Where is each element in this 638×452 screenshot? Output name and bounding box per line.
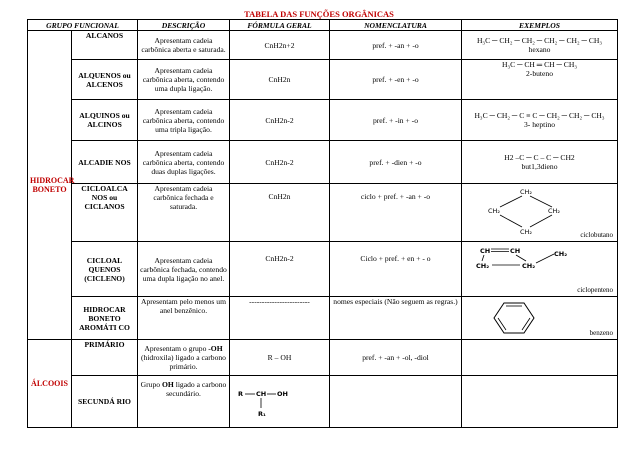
secondary-alcohol-structure — [236, 382, 298, 422]
atom-label: CH₂ — [520, 188, 533, 196]
function-name: SECUNDÁ RIO — [72, 376, 138, 428]
nomenclature-cell: nomes especiais (Não seguem as regras.) — [330, 297, 462, 340]
example-name: hexano — [528, 45, 551, 54]
example-formula: H₃C ─ CH ═ CH ─ CH₃ — [501, 60, 578, 69]
example-cell — [462, 242, 618, 297]
description-cell: Apresentam cadeia carbônica aberta, contendo duas duplas ligações. — [138, 141, 230, 184]
table-row — [28, 31, 618, 60]
function-name: HIDROCAR BONETO AROMÁTI CO — [72, 297, 138, 340]
nomenclature-cell: pref. + -dien + -o — [330, 141, 462, 184]
example-cell — [462, 297, 618, 340]
bond-line — [530, 196, 552, 207]
atom-label: CH₂ — [476, 262, 490, 270]
example-cell — [462, 31, 618, 60]
description-cell: Apresentam cadeia carbônica fechada e saturada. — [138, 184, 230, 242]
formula-cell: CnH2n-2 — [230, 242, 330, 297]
page-title: TABELA DAS FUNÇÕES ORGÂNICAS — [244, 9, 394, 19]
example-cell — [462, 340, 618, 376]
example-cell — [462, 141, 618, 184]
header-row — [28, 20, 618, 31]
functional-group-text: -OH — [208, 344, 223, 353]
function-name: ALCADIE NOS — [72, 141, 138, 184]
nomenclature-cell: pref. + -en + -o — [330, 60, 462, 100]
example-cell — [462, 376, 618, 428]
formula-cell: R – OH — [230, 340, 330, 376]
example-formula: H₃C ─ CH₂ ─ CH₂ ─ CH₂ ─ CH₂ ─ CH₃ — [476, 36, 603, 45]
function-name: ALQUENOS ou ALCENOS — [72, 60, 138, 100]
description-cell: Apresentam cadeia carbônica aberta, contendo uma dupla ligação. — [138, 60, 230, 100]
nomenclature-cell: pref. + -an + -ol, -diol — [330, 340, 462, 376]
example-formula: H2 –C ─ C – C ─ CH2 — [504, 153, 575, 162]
cyclobutane-structure — [480, 186, 580, 238]
header-formula-geral: FÓRMULA GERAL — [230, 20, 330, 31]
description-cell: Apresentam cadeia carbônica fechada, contendo uma dupla ligação no anel. — [138, 242, 230, 297]
description-text: Grupo — [140, 380, 162, 389]
example-name: 2-buteno — [526, 69, 553, 78]
formula-cell: ------------------------ — [230, 297, 330, 340]
bond-line — [530, 215, 552, 227]
atom-label: CH — [256, 389, 267, 398]
header-nomenclatura: NOMENCLATURA — [330, 20, 462, 31]
table-row — [28, 141, 618, 184]
atom-label: CH₂ — [548, 207, 561, 215]
atom-label: CH₂ — [488, 207, 501, 215]
atom-label: OH — [277, 389, 288, 398]
nomenclature-cell: pref. + -in + -o — [330, 100, 462, 141]
table-row — [28, 60, 618, 100]
atom-label: CH₂ — [520, 228, 533, 236]
table-row — [28, 242, 618, 297]
description-cell: Apresentam pelo menos um anel benzênico. — [138, 297, 230, 340]
atom-label: CH₂ — [554, 250, 568, 258]
atom-label: R — [238, 389, 244, 398]
table-row — [28, 297, 618, 340]
table-row — [28, 376, 618, 428]
organic-functions-table — [27, 19, 618, 428]
nomenclature-cell: Ciclo + pref. + en + - o — [330, 242, 462, 297]
nomenclature-cell — [330, 376, 462, 428]
example-formula: H₃C ─ CH₂ ─ C ≡ C ─ CH₂ ─ CH₂ ─ CH₃ — [474, 111, 605, 120]
cyclopentene-structure — [474, 244, 584, 286]
benzene-ring — [494, 303, 534, 333]
bond-line — [536, 254, 554, 263]
description-cell: Apresentam cadeia carbônica aberta e saturada. — [138, 31, 230, 60]
bond-line — [500, 196, 522, 207]
atom-label: CH — [480, 247, 491, 255]
header-exemplos: EXEMPLOS — [462, 20, 618, 31]
table-row — [28, 184, 618, 242]
description-text: Apresentam o grupo — [144, 344, 209, 353]
example-name: benzeno — [589, 329, 613, 337]
function-name: CICLOALCA NOS ou CICLANOS — [72, 184, 138, 242]
formula-cell: CnH2n-2 — [230, 100, 330, 141]
function-name: ALQUINOS ou ALCINOS — [72, 100, 138, 141]
example-name: 3- heptino — [523, 120, 555, 129]
function-name: ALCANOS — [72, 31, 138, 60]
example-cell — [462, 184, 618, 242]
description-text: (hidroxila) ligado a carbono primário. — [141, 353, 226, 371]
table-row — [28, 340, 618, 376]
bond-line — [516, 255, 526, 261]
header-descricao: DESCRIÇÃO — [138, 20, 230, 31]
example-name: but1,3dieno — [521, 162, 558, 171]
formula-cell: CnH2n+2 — [230, 31, 330, 60]
header-grupo-funcional: GRUPO FUNCIONAL — [28, 20, 138, 31]
double-bond — [522, 318, 530, 330]
table-row — [28, 100, 618, 141]
example-cell — [462, 60, 618, 100]
group-hidrocarboneto: HIDROCAR BONETO — [28, 31, 72, 340]
example-name: ciclopenteno — [577, 286, 613, 294]
nomenclature-cell: pref. + -an + -o — [330, 31, 462, 60]
description-text: ligado a carbono secundário. — [166, 380, 227, 398]
description-cell: Apresentam cadeia carbônica aberta, contendo uma tripla ligação. — [138, 100, 230, 141]
functional-group-text: OH — [161, 380, 174, 389]
bond-line — [482, 255, 484, 261]
example-name: ciclobutano — [580, 231, 613, 239]
function-name: PRIMÁRIO — [72, 340, 138, 376]
function-name: CICLOAL QUENOS (CICLENO) — [72, 242, 138, 297]
atom-label: CH₂ — [522, 262, 536, 270]
description-cell — [138, 376, 230, 428]
formula-cell: CnH2n — [230, 184, 330, 242]
group-alcoois: ÁLCOOIS — [28, 340, 72, 428]
description-cell — [138, 340, 230, 376]
formula-cell: CnH2n-2 — [230, 141, 330, 184]
atom-label: CH — [510, 247, 521, 255]
example-cell — [462, 100, 618, 141]
nomenclature-cell: ciclo + pref. + -an + -o — [330, 184, 462, 242]
double-bond — [498, 318, 506, 330]
atom-label: R₁ — [258, 409, 266, 418]
benzene-structure — [492, 299, 538, 337]
formula-cell: CnH2n — [230, 60, 330, 100]
formula-cell — [230, 376, 330, 428]
bond-line — [500, 215, 522, 227]
